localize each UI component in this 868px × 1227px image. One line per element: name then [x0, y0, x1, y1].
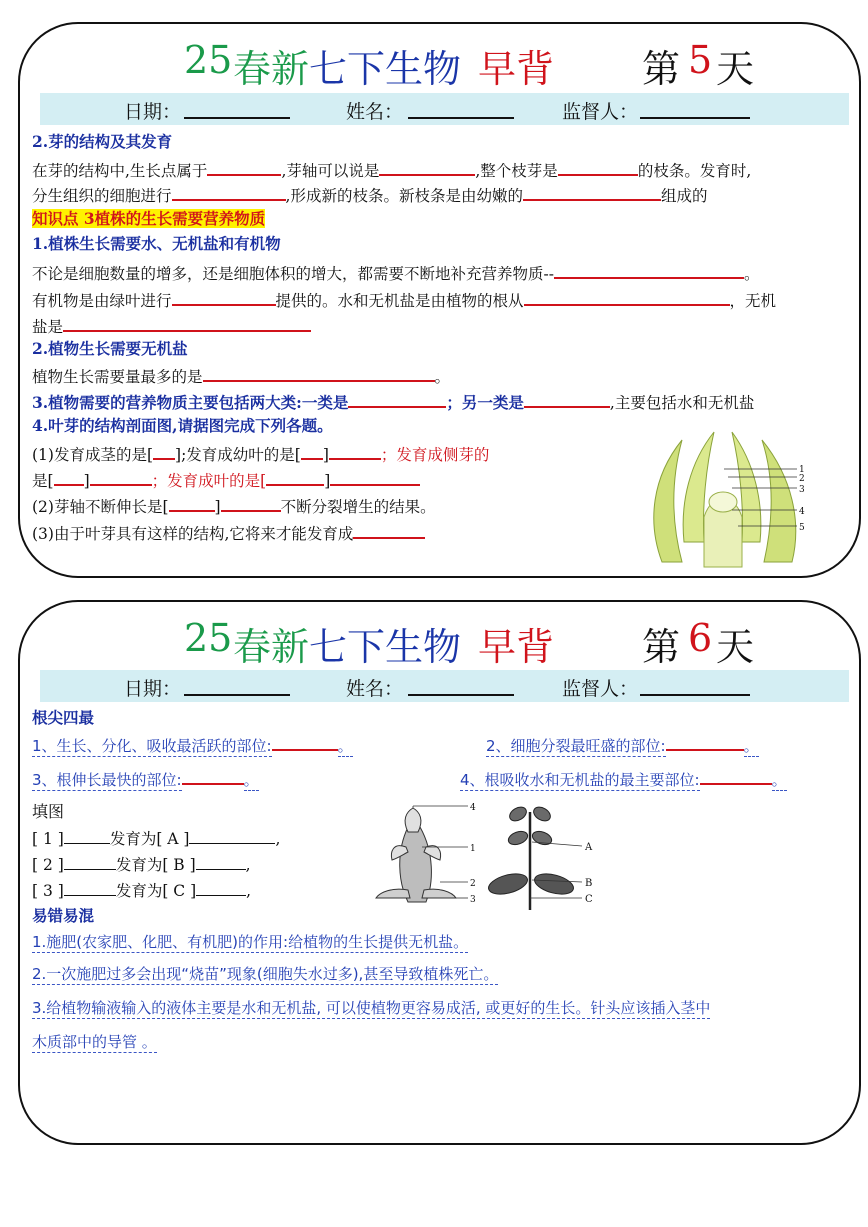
blank[interactable] [64, 854, 116, 870]
blank[interactable] [221, 494, 281, 512]
blank[interactable] [64, 880, 116, 896]
blank[interactable] [172, 288, 276, 306]
day5-title [20, 38, 859, 90]
fill-item-2: [ 2 ] 发育为[ B ] , [32, 856, 251, 874]
blank[interactable] [330, 468, 420, 486]
diagram-label-4: 4 [799, 507, 805, 517]
mistake-note-3: 3.给植物输液输入的液体主要是水和无机盐, 可以使植物更容易成活, 或更好的生长。针头应该插入茎中 [32, 999, 711, 1017]
blank[interactable] [90, 468, 152, 486]
bud-sketch-diagram [368, 802, 478, 912]
title-di: 第 [642, 47, 681, 91]
title-chun: 春新 [233, 47, 310, 91]
bud-label-4: 4 [470, 803, 476, 813]
mistake-note-2: 2.一次施肥过多会出现“烧苗”现象(细胞失水过多),甚至导致植株死亡。 [32, 965, 499, 983]
title-day-number: 6 [688, 616, 713, 660]
title-day-number: 5 [688, 38, 713, 82]
plant-label-a: A [585, 842, 593, 853]
bud-label-1: 1 [470, 844, 476, 854]
text-line: 3.植物需要的营养物质主要包括两大类:一类是 ；另一类是 ,主要包括水和无机盐 [32, 390, 754, 413]
bud-label-3: 3 [470, 895, 476, 905]
blank[interactable] [554, 261, 744, 279]
blank[interactable] [272, 733, 338, 751]
title-year: 25 [184, 38, 233, 82]
supervisor-field[interactable] [640, 694, 750, 696]
title-di: 第 [642, 625, 681, 669]
blank[interactable] [353, 521, 425, 539]
text-line: 盐是 [32, 314, 311, 337]
plant-label-b: B [585, 878, 593, 889]
blank[interactable] [63, 314, 311, 332]
bud-label-2: 2 [470, 879, 476, 889]
title-tian: 天 [716, 625, 755, 669]
text-line: 植物生长需要量最多的是 。 [32, 364, 450, 387]
blank[interactable] [266, 468, 324, 486]
plant-label-c: C [585, 894, 593, 905]
fill-item-1: [ 1 ] 发育为[ A ] , [32, 830, 281, 848]
question-2: (2)芽轴不断伸长是[ ] 不断分裂增生的结果。 [32, 494, 436, 517]
section-heading-leaf-bud: 4.叶芽的结构剖面图,请据图完成下列各题。 [32, 416, 333, 435]
root-tip-heading: 根尖四最 [32, 708, 95, 727]
root-fact-1: 1、生长、分化、吸收最活跃的部位: 。 [32, 733, 353, 756]
day6-card [18, 600, 861, 1145]
supervisor-label: 监督人： [562, 102, 639, 123]
blank[interactable] [196, 854, 246, 870]
title-year: 25 [184, 616, 233, 660]
title-tian: 天 [716, 47, 755, 91]
mistake-note-1: 1.施肥(农家肥、化肥、有机肥)的作用:给植物的生长提供无机盐。 [32, 933, 469, 951]
question-1a: (1)发育成茎的是[ ];发育成幼叶的是[ ] ；发育成侧芽的 [32, 442, 489, 465]
blank[interactable] [172, 183, 286, 201]
title-main: 七下生物 [309, 47, 462, 91]
blank[interactable] [558, 158, 638, 176]
diagram-label-3: 3 [799, 485, 805, 495]
blank[interactable] [153, 442, 175, 460]
root-fact-2: 2、细胞分裂最旺盛的部位: 。 [486, 733, 759, 756]
blank[interactable] [379, 158, 475, 176]
blank[interactable] [169, 494, 215, 512]
blank[interactable] [54, 468, 84, 486]
name-label: 姓名： [346, 679, 404, 700]
root-fact-4: 4、根吸收水和无机盐的最主要部位: 。 [460, 767, 787, 790]
section-heading-nutrients: 1.植株生长需要水、无机盐和有机物 [32, 234, 281, 253]
blank[interactable] [524, 288, 730, 306]
blank[interactable] [329, 442, 381, 460]
plant-diagram [482, 802, 602, 912]
section-heading-minerals: 2.植物生长需要无机盐 [32, 339, 188, 358]
leaf-bud-diagram [642, 422, 805, 567]
day5-card [18, 22, 861, 578]
day5-header-bar [40, 93, 849, 125]
text-line: 有机物是由绿叶进行 提供的。水和无机盐是由植物的根从 ，无机 [32, 288, 776, 311]
date-label: 日期： [124, 102, 182, 123]
section-heading-bud: 2.芽的结构及其发育 [32, 132, 173, 151]
blank[interactable] [700, 767, 772, 785]
blank[interactable] [196, 880, 246, 896]
diagram-label-2: 2 [799, 474, 805, 484]
day6-header-bar [40, 670, 849, 702]
name-field[interactable] [408, 117, 514, 119]
blank[interactable] [182, 767, 244, 785]
diagram-label-1: 1 [799, 465, 805, 475]
date-label: 日期： [124, 679, 182, 700]
question-1b: 是[ ] ；发育成叶的是[ ] [32, 468, 420, 491]
blank[interactable] [207, 158, 281, 176]
fill-item-3: [ 3 ] 发育为[ C ] , [32, 882, 252, 900]
root-fact-3: 3、根伸长最快的部位: 。 [32, 767, 259, 790]
blank[interactable] [64, 828, 110, 844]
name-label: 姓名： [346, 102, 404, 123]
title-main: 七下生物 [309, 625, 462, 669]
question-3: (3)由于叶芽具有这样的结构,它将来才能发育成 [32, 521, 425, 544]
blank[interactable] [348, 390, 446, 408]
text-line: 不论是细胞数量的增多，还是细胞体积的增大，都需要不断地补充营养物质-- 。 [32, 261, 760, 284]
mistakes-heading: 易错易混 [32, 906, 95, 925]
blank[interactable] [203, 364, 435, 382]
name-field[interactable] [408, 694, 514, 696]
title-zaobei: 早背 [478, 47, 555, 91]
blank[interactable] [523, 183, 661, 201]
date-field[interactable] [184, 694, 290, 696]
fill-diagram-heading: 填图 [32, 802, 65, 821]
blank[interactable] [189, 828, 275, 844]
supervisor-label: 监督人： [562, 679, 639, 700]
title-chun: 春新 [233, 625, 310, 669]
day6-title [20, 616, 859, 668]
diagram-label-5: 5 [799, 523, 805, 533]
title-zaobei: 早背 [478, 625, 555, 669]
text-line: 分生组织的细胞进行 ,形成新的枝条。新枝条是由幼嫩的 组成的 [32, 183, 707, 206]
blank[interactable] [301, 442, 323, 460]
supervisor-field[interactable] [640, 117, 750, 119]
text-line: 在芽的结构中,生长点属于 ,芽轴可以说是 ,整个枝芽是 的枝条。发育时, [32, 158, 751, 181]
knowledge-point-3: 知识点 3植株的生长需要营养物质 [32, 209, 266, 228]
blank[interactable] [666, 733, 744, 751]
blank[interactable] [524, 390, 610, 408]
mistake-note-4: 木质部中的导管 。 [32, 1033, 157, 1051]
date-field[interactable] [184, 117, 290, 119]
